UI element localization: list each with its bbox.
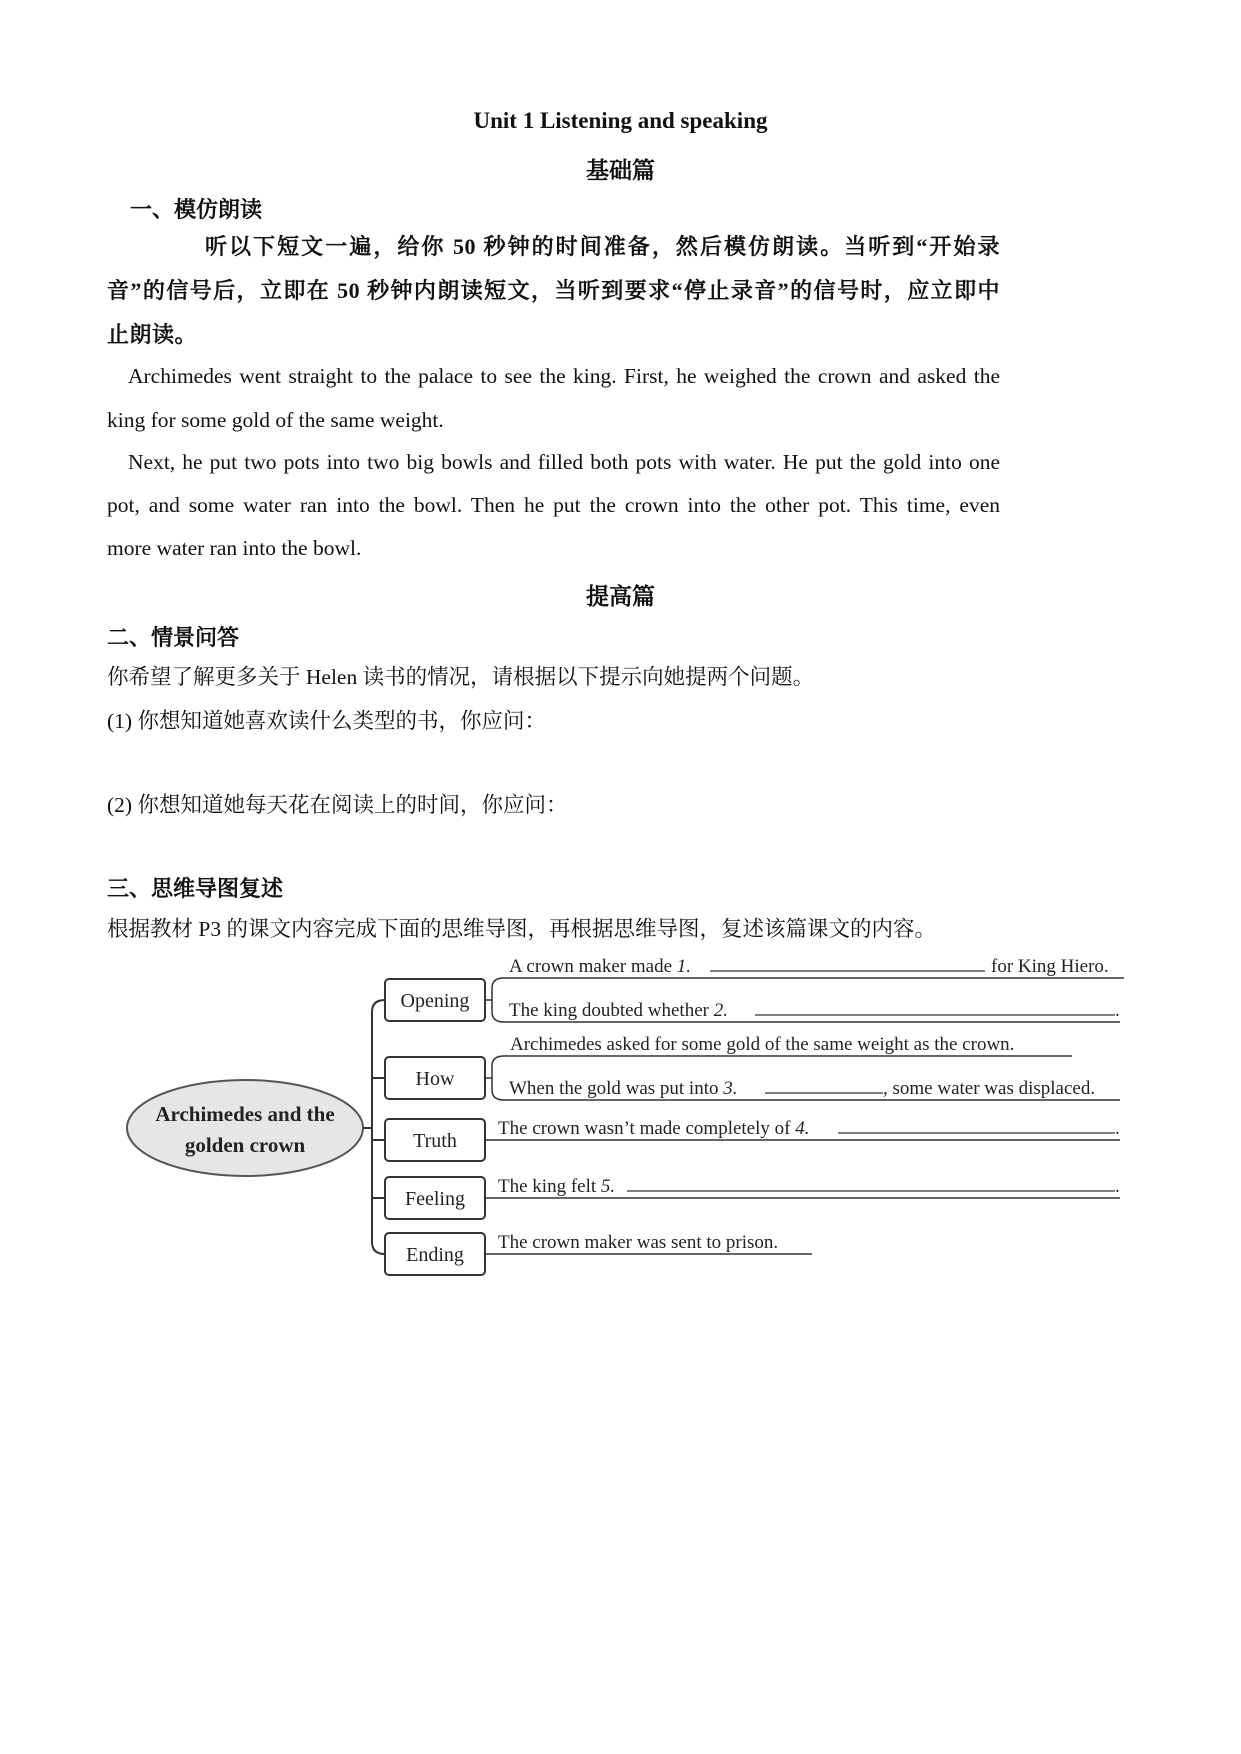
- part2-heading: 二、情景问答: [107, 625, 240, 650]
- part2-intro: 你希望了解更多关于 Helen 读书的情况，请根据以下提示向她提两个问题。: [107, 665, 815, 689]
- feeling-line: The king felt 5.: [498, 1176, 616, 1197]
- how-line2-end: , some water was displaced.: [883, 1078, 1096, 1099]
- node-feeling-label: Feeling: [405, 1188, 465, 1210]
- node-how-label: How: [415, 1068, 455, 1090]
- node-ending-label: Ending: [406, 1244, 464, 1266]
- reading-paragraph2-line2: pot, and some water ran into the bowl. Then he put the crown into the other pot. This time, even: [107, 493, 1000, 517]
- mind-map-node-ending: [385, 1233, 485, 1275]
- part3-heading: 三、思维导图复述: [107, 876, 284, 901]
- reading-paragraph1-line1: Archimedes went straight to the palace to see the king. First, he weighed the crown and asked the: [128, 364, 1000, 388]
- section-advanced-heading: 提高篇: [586, 584, 655, 609]
- part1-instruction-line1: 听以下短文一遍，给你 50 秒钟的时间准备，然后模仿朗读。当听到“开始录: [205, 234, 1000, 259]
- part1-instruction-line2: 音”的信号后，立即在 50 秒钟内朗读短文，当听到要求“停止录音”的信号时，应立即中: [107, 278, 1000, 303]
- node-truth-label: Truth: [413, 1130, 457, 1152]
- mind-map-node-opening: [385, 979, 485, 1021]
- mind-map-center-label-line1: Archimedes and the: [155, 1102, 335, 1126]
- truth-line-end: .: [1115, 1118, 1120, 1139]
- mind-map-center-node: [127, 1080, 363, 1176]
- page-title: Unit 1 Listening and speaking: [473, 108, 768, 133]
- part1-heading: 一、模仿朗读: [130, 197, 263, 222]
- node-opening-label: Opening: [400, 990, 470, 1012]
- opening-line2-end: .: [1115, 1000, 1120, 1021]
- mind-map-connectors: [363, 1000, 385, 1254]
- part2-question1: (1) 你想知道她喜欢读什么类型的书，你应问：: [107, 709, 546, 733]
- part1-instruction-line3: 止朗读。: [107, 322, 198, 347]
- mind-map-node-truth: [385, 1119, 485, 1161]
- reading-paragraph1-line2: king for some gold of the same weight.: [107, 408, 444, 432]
- opening-line1: A crown maker made 1.: [509, 956, 692, 977]
- opening-line2: The king doubted whether 2.: [509, 1000, 728, 1021]
- opening-line1-end: for King Hiero.: [991, 956, 1109, 977]
- feeling-line-end: .: [1115, 1176, 1120, 1197]
- how-line1: Archimedes asked for some gold of the same weight as the crown.: [510, 1034, 1015, 1055]
- truth-line: The crown wasn’t made completely of 4.: [498, 1118, 810, 1139]
- reading-paragraph2-line1: Next, he put two pots into two big bowls and filled both pots with water. He put the gold into one: [128, 450, 1000, 474]
- mind-map-node-how: [385, 1057, 485, 1099]
- ending-line: The crown maker was sent to prison.: [498, 1232, 779, 1253]
- part2-question2: (2) 你想知道她每天花在阅读上的时间，你应问：: [107, 793, 568, 817]
- reading-paragraph2-line3: more water ran into the bowl.: [107, 536, 362, 560]
- mind-map-center-label-line2: golden crown: [184, 1133, 306, 1157]
- part3-intro: 根据教材 P3 的课文内容完成下面的思维导图，再根据思维导图，复述该篇课文的内容。: [107, 917, 936, 941]
- mind-map-node-feeling: [385, 1177, 485, 1219]
- how-line2: When the gold was put into 3.: [509, 1078, 738, 1099]
- section-basic-heading: 基础篇: [586, 158, 655, 183]
